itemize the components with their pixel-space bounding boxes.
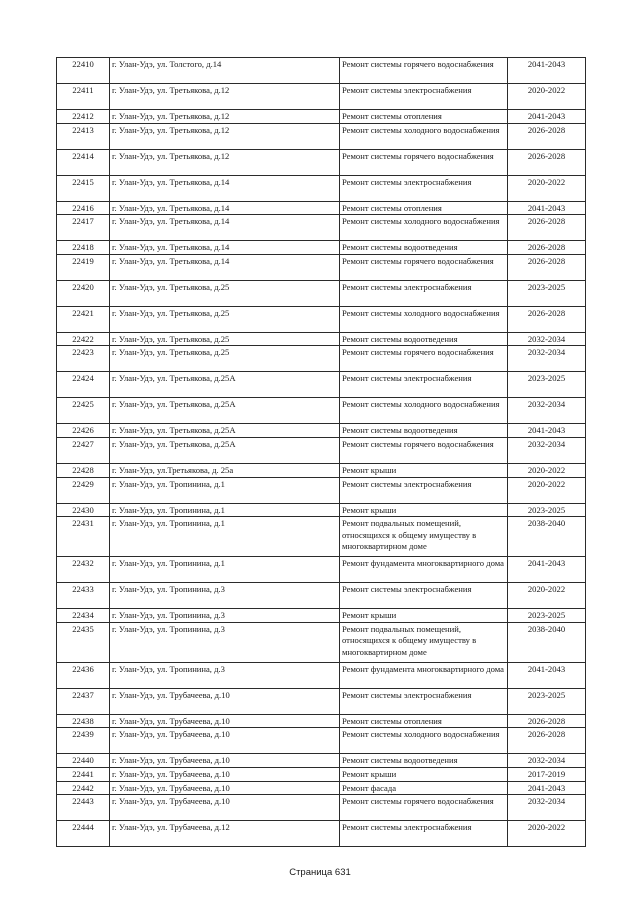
row-work-type: Ремонт фундамента многоквартирного дома xyxy=(340,662,508,688)
row-period: 2026-2028 xyxy=(508,728,586,754)
table-row xyxy=(57,254,586,280)
row-address: г. Улан-Удэ, ул. Третьякова, д.14 xyxy=(110,175,340,201)
row-number: 22421 xyxy=(57,306,110,332)
table-row xyxy=(57,241,586,255)
row-number: 22427 xyxy=(57,437,110,463)
row-work-type: Ремонт системы горячего водоснабжения xyxy=(340,149,508,175)
row-address: г. Улан-Удэ, ул. Трубачеева, д.12 xyxy=(110,821,340,847)
row-address: г. Улан-Удэ, ул. Третьякова, д.12 xyxy=(110,84,340,110)
row-period: 2026-2028 xyxy=(508,306,586,332)
row-work-type: Ремонт системы водоотведения xyxy=(340,754,508,768)
row-period: 2026-2028 xyxy=(508,215,586,241)
row-period: 2038-2040 xyxy=(508,517,586,557)
table-row xyxy=(57,84,586,110)
row-address: г. Улан-Удэ, ул. Третьякова, д.12 xyxy=(110,123,340,149)
row-number: 22425 xyxy=(57,398,110,424)
row-address: г. Улан-Удэ, ул. Третьякова, д.25А xyxy=(110,424,340,438)
table-row xyxy=(57,332,586,346)
row-work-type: Ремонт системы электроснабжения xyxy=(340,84,508,110)
row-address: г. Улан-Удэ, ул. Третьякова, д.12 xyxy=(110,110,340,124)
row-address: г. Улан-Удэ, ул. Третьякова, д.25А xyxy=(110,437,340,463)
row-period: 2023-2025 xyxy=(508,280,586,306)
row-period: 2026-2028 xyxy=(508,123,586,149)
row-address: г. Улан-Удэ, ул. Третьякова, д.14 xyxy=(110,241,340,255)
row-number: 22416 xyxy=(57,201,110,215)
table-row xyxy=(57,477,586,503)
row-number: 22434 xyxy=(57,609,110,623)
row-number: 22436 xyxy=(57,662,110,688)
row-work-type: Ремонт фундамента многоквартирного дома xyxy=(340,557,508,583)
row-period: 2026-2028 xyxy=(508,714,586,728)
row-work-type: Ремонт системы электроснабжения xyxy=(340,583,508,609)
table-row xyxy=(57,821,586,847)
table-row xyxy=(57,372,586,398)
row-work-type: Ремонт системы отопления xyxy=(340,201,508,215)
row-number: 22413 xyxy=(57,123,110,149)
row-work-type: Ремонт системы отопления xyxy=(340,714,508,728)
row-address: г. Улан-Удэ, ул. Тропинина, д.3 xyxy=(110,609,340,623)
row-address: г. Улан-Удэ, ул. Третьякова, д.25 xyxy=(110,280,340,306)
row-period: 2020-2022 xyxy=(508,175,586,201)
row-period: 2026-2028 xyxy=(508,149,586,175)
table-row xyxy=(57,201,586,215)
table-row xyxy=(57,215,586,241)
table-row xyxy=(57,123,586,149)
row-period: 2020-2022 xyxy=(508,477,586,503)
row-number: 22442 xyxy=(57,781,110,795)
row-period: 2041-2043 xyxy=(508,58,586,84)
row-address: г. Улан-Удэ, ул. Тропинина, д.1 xyxy=(110,557,340,583)
row-period: 2023-2025 xyxy=(508,372,586,398)
row-period: 2020-2022 xyxy=(508,84,586,110)
row-address: г. Улан-Удэ, ул. Тропинина, д.3 xyxy=(110,622,340,662)
row-address: г. Улан-Удэ, ул. Третьякова, д.14 xyxy=(110,201,340,215)
row-period: 2023-2025 xyxy=(508,503,586,517)
page-number: Страница 631 xyxy=(289,867,351,878)
row-work-type: Ремонт системы электроснабжения xyxy=(340,688,508,714)
row-number: 22415 xyxy=(57,175,110,201)
row-number: 22435 xyxy=(57,622,110,662)
table-row xyxy=(57,754,586,768)
row-address: г. Улан-Удэ, ул. Трубачеева, д.10 xyxy=(110,728,340,754)
row-address: г. Улан-Удэ, ул. Третьякова, д.25А xyxy=(110,398,340,424)
row-address: г. Улан-Удэ, ул. Трубачеева, д.10 xyxy=(110,688,340,714)
row-number: 22422 xyxy=(57,332,110,346)
row-period: 2032-2034 xyxy=(508,795,586,821)
row-address: г. Улан-Удэ, ул. Трубачеева, д.10 xyxy=(110,781,340,795)
table-row xyxy=(57,688,586,714)
row-period: 2032-2034 xyxy=(508,332,586,346)
row-number: 22438 xyxy=(57,714,110,728)
table-row xyxy=(57,437,586,463)
row-number: 22441 xyxy=(57,767,110,781)
row-address: г. Улан-Удэ, ул. Третьякова, д.25А xyxy=(110,372,340,398)
row-work-type: Ремонт системы горячего водоснабжения xyxy=(340,346,508,372)
row-work-type: Ремонт системы отопления xyxy=(340,110,508,124)
row-number: 22443 xyxy=(57,795,110,821)
table-row xyxy=(57,175,586,201)
table-row xyxy=(57,728,586,754)
table-row xyxy=(57,280,586,306)
table-row xyxy=(57,398,586,424)
row-address: г. Улан-Удэ, ул. Тропинина, д.1 xyxy=(110,503,340,517)
row-work-type: Ремонт крыши xyxy=(340,767,508,781)
table-row xyxy=(57,110,586,124)
row-period: 2032-2034 xyxy=(508,398,586,424)
row-work-type: Ремонт подвальных помещений, относящихся к общему имуществу в многоквартирном доме xyxy=(340,622,508,662)
row-period: 2026-2028 xyxy=(508,254,586,280)
row-period: 2041-2043 xyxy=(508,557,586,583)
row-number: 22419 xyxy=(57,254,110,280)
repair-schedule-table xyxy=(56,57,586,847)
row-address: г. Улан-Удэ, ул. Третьякова, д.14 xyxy=(110,215,340,241)
row-address: г. Улан-Удэ, ул.Третьякова, д. 25а xyxy=(110,463,340,477)
row-number: 22430 xyxy=(57,503,110,517)
row-period: 2041-2043 xyxy=(508,110,586,124)
row-work-type: Ремонт фасада xyxy=(340,781,508,795)
row-period: 2023-2025 xyxy=(508,688,586,714)
table-row xyxy=(57,149,586,175)
table-row xyxy=(57,583,586,609)
row-work-type: Ремонт системы горячего водоснабжения xyxy=(340,437,508,463)
row-period: 2017-2019 xyxy=(508,767,586,781)
row-period: 2041-2043 xyxy=(508,424,586,438)
row-address: г. Улан-Удэ, ул. Трубачеева, д.10 xyxy=(110,767,340,781)
row-number: 22437 xyxy=(57,688,110,714)
row-number: 22426 xyxy=(57,424,110,438)
row-period: 2020-2022 xyxy=(508,463,586,477)
row-work-type: Ремонт системы холодного водоснабжения xyxy=(340,306,508,332)
row-address: г. Улан-Удэ, ул. Трубачеева, д.10 xyxy=(110,795,340,821)
table-row xyxy=(57,622,586,662)
row-number: 22439 xyxy=(57,728,110,754)
row-work-type: Ремонт системы горячего водоснабжения xyxy=(340,795,508,821)
row-number: 22431 xyxy=(57,517,110,557)
row-work-type: Ремонт системы водоотведения xyxy=(340,241,508,255)
row-address: г. Улан-Удэ, ул. Толстого, д.14 xyxy=(110,58,340,84)
row-period: 2026-2028 xyxy=(508,241,586,255)
row-address: г. Улан-Удэ, ул. Третьякова, д.14 xyxy=(110,254,340,280)
row-number: 22440 xyxy=(57,754,110,768)
row-work-type: Ремонт системы электроснабжения xyxy=(340,821,508,847)
table-row xyxy=(57,503,586,517)
table-row xyxy=(57,781,586,795)
row-address: г. Улан-Удэ, ул. Тропинина, д.3 xyxy=(110,662,340,688)
row-work-type: Ремонт системы водоотведения xyxy=(340,332,508,346)
table-row xyxy=(57,306,586,332)
row-period: 2041-2043 xyxy=(508,662,586,688)
row-address: г. Улан-Удэ, ул. Трубачеева, д.10 xyxy=(110,714,340,728)
row-period: 2023-2025 xyxy=(508,609,586,623)
row-number: 22420 xyxy=(57,280,110,306)
row-period: 2020-2022 xyxy=(508,821,586,847)
row-number: 22432 xyxy=(57,557,110,583)
table-body xyxy=(57,58,586,847)
row-work-type: Ремонт системы электроснабжения xyxy=(340,477,508,503)
row-number: 22428 xyxy=(57,463,110,477)
row-number: 22418 xyxy=(57,241,110,255)
row-work-type: Ремонт крыши xyxy=(340,463,508,477)
row-work-type: Ремонт системы электроснабжения xyxy=(340,280,508,306)
row-number: 22444 xyxy=(57,821,110,847)
row-work-type: Ремонт подвальных помещений, относящихся к общему имуществу в многоквартирном доме xyxy=(340,517,508,557)
row-number: 22410 xyxy=(57,58,110,84)
row-period: 2020-2022 xyxy=(508,583,586,609)
table-row xyxy=(57,714,586,728)
row-address: г. Улан-Удэ, ул. Тропинина, д.3 xyxy=(110,583,340,609)
table-row xyxy=(57,463,586,477)
row-work-type: Ремонт системы холодного водоснабжения xyxy=(340,398,508,424)
row-address: г. Улан-Удэ, ул. Трубачеева, д.10 xyxy=(110,754,340,768)
table-row xyxy=(57,557,586,583)
row-address: г. Улан-Удэ, ул. Третьякова, д.25 xyxy=(110,346,340,372)
row-address: г. Улан-Удэ, ул. Тропинина, д.1 xyxy=(110,517,340,557)
row-work-type: Ремонт системы электроснабжения xyxy=(340,175,508,201)
row-address: г. Улан-Удэ, ул. Тропинина, д.1 xyxy=(110,477,340,503)
row-work-type: Ремонт системы холодного водоснабжения xyxy=(340,215,508,241)
table-row xyxy=(57,517,586,557)
table-row xyxy=(57,662,586,688)
row-address: г. Улан-Удэ, ул. Третьякова, д.25 xyxy=(110,332,340,346)
row-period: 2041-2043 xyxy=(508,201,586,215)
table-row xyxy=(57,609,586,623)
table-row xyxy=(57,58,586,84)
row-work-type: Ремонт системы горячего водоснабжения xyxy=(340,254,508,280)
row-number: 22433 xyxy=(57,583,110,609)
row-work-type: Ремонт системы холодного водоснабжения xyxy=(340,123,508,149)
row-number: 22423 xyxy=(57,346,110,372)
row-number: 22411 xyxy=(57,84,110,110)
row-period: 2038-2040 xyxy=(508,622,586,662)
row-work-type: Ремонт системы горячего водоснабжения xyxy=(340,58,508,84)
table-row xyxy=(57,767,586,781)
row-number: 22412 xyxy=(57,110,110,124)
row-period: 2032-2034 xyxy=(508,346,586,372)
row-address: г. Улан-Удэ, ул. Третьякова, д.12 xyxy=(110,149,340,175)
row-number: 22414 xyxy=(57,149,110,175)
row-number: 22424 xyxy=(57,372,110,398)
row-period: 2032-2034 xyxy=(508,754,586,768)
row-work-type: Ремонт системы водоотведения xyxy=(340,424,508,438)
table-row xyxy=(57,795,586,821)
row-work-type: Ремонт крыши xyxy=(340,609,508,623)
row-number: 22429 xyxy=(57,477,110,503)
row-work-type: Ремонт системы электроснабжения xyxy=(340,372,508,398)
row-period: 2032-2034 xyxy=(508,437,586,463)
row-address: г. Улан-Удэ, ул. Третьякова, д.25 xyxy=(110,306,340,332)
row-work-type: Ремонт системы холодного водоснабжения xyxy=(340,728,508,754)
table-row xyxy=(57,346,586,372)
table-row xyxy=(57,424,586,438)
row-number: 22417 xyxy=(57,215,110,241)
row-period: 2041-2043 xyxy=(508,781,586,795)
row-work-type: Ремонт крыши xyxy=(340,503,508,517)
